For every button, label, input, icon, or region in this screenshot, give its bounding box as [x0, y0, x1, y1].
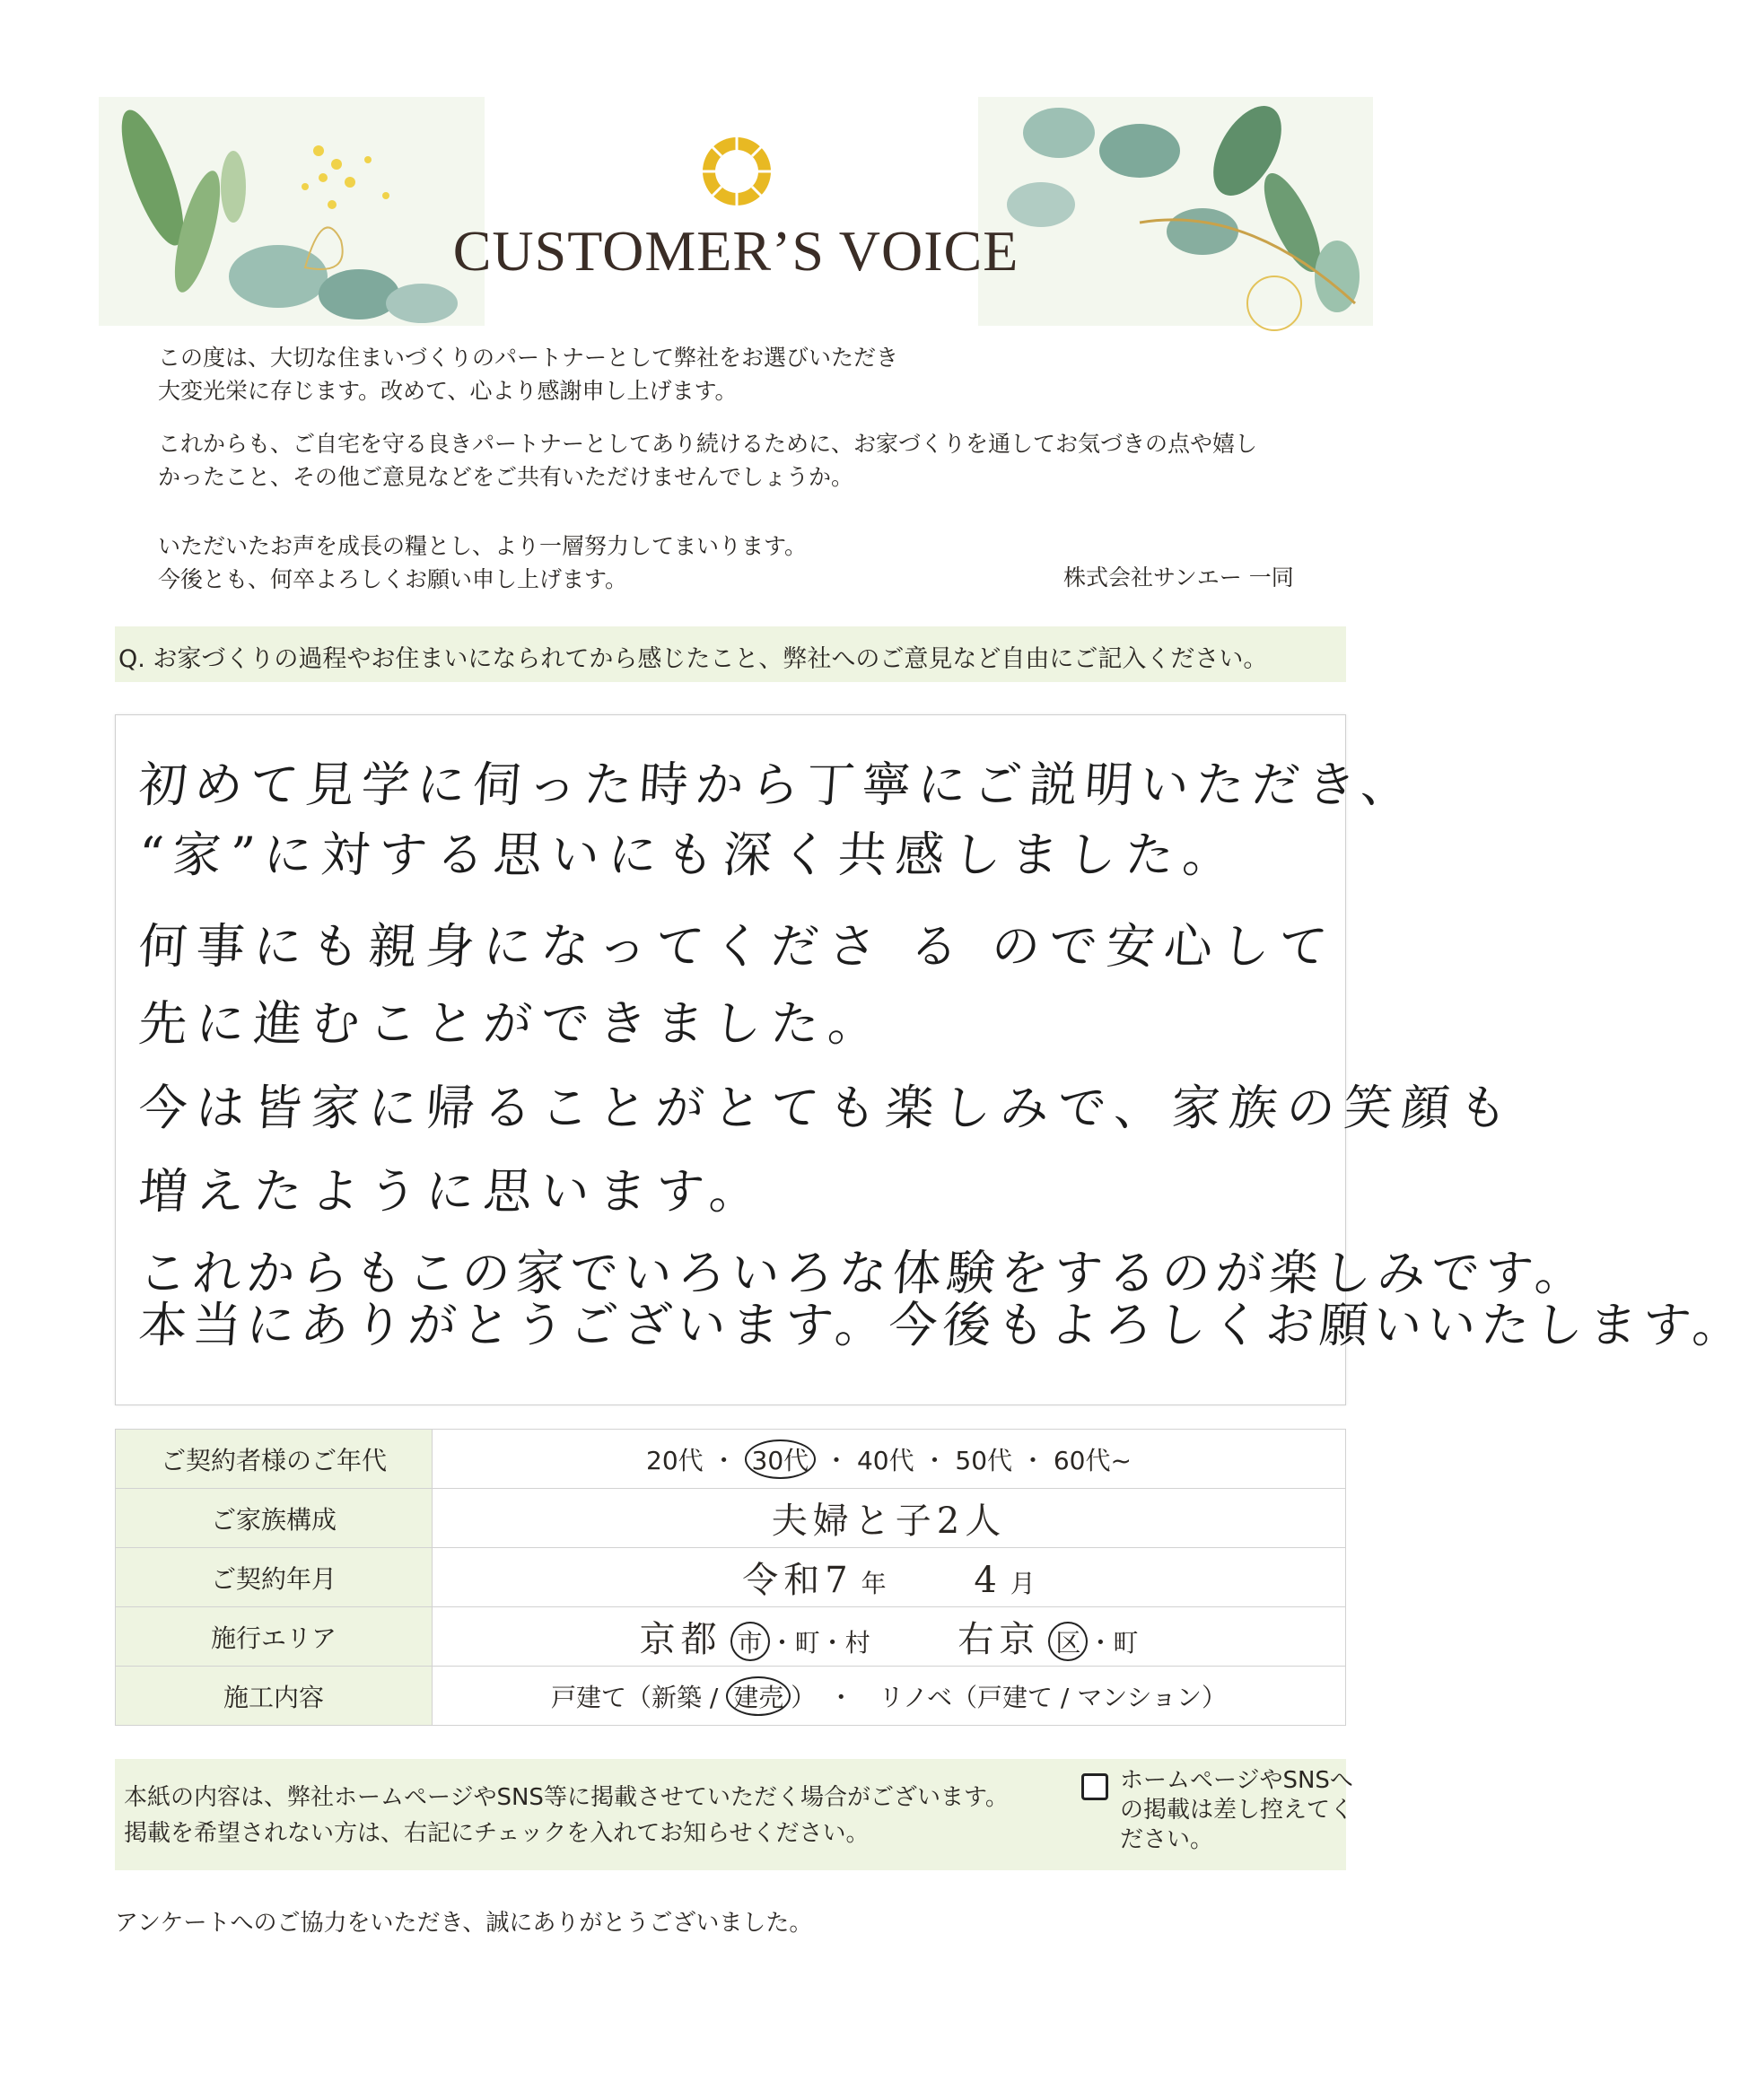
question-text: Q. お家づくりの過程やお住まいになられてから感じたこと、弊社へのご意見など自由にご記入ください。 [118, 645, 1268, 673]
table-row [116, 1430, 1346, 1489]
intro-paragraph-2: これからも、ご自宅を守る良きパートナーとしてあり続けるために、お家づくりを通してお気づきの点や嬉し かったこと、その他ご意見などをご共有いただけませんでしょうか。 [158, 431, 1258, 490]
contract-date-value [433, 1548, 1346, 1607]
ward-option: 町 [1113, 1628, 1139, 1658]
page-title: CUSTOMER’S VOICE [452, 219, 1019, 283]
city-option: 町 [794, 1628, 820, 1658]
ward-option-selected: 区 [1048, 1622, 1088, 1661]
age-option: 20代 [646, 1445, 704, 1475]
notice-text: 本紙の内容は、弊社ホームページやSNS等に掲載させていただく場合がございます。 掲載を希望されない方は、右記にチェックを入れてお知らせください。 [124, 1784, 1009, 1847]
answer-line: 何事にも親身になってくださ る ので安心して [136, 918, 1339, 975]
city-option: 村 [844, 1628, 870, 1658]
answer-line: 今は皆家に帰ることがとても楽しみで、家族の笑顔も [136, 1080, 1518, 1136]
construction-prefix: 戸建て（新築 / [550, 1682, 727, 1712]
customer-info-table [115, 1429, 1346, 1726]
answer-line: 初めて見学に伺った時から丁寧にご説明いただき、 [136, 757, 1419, 813]
construction-option-selected: 建売 [726, 1676, 791, 1716]
intro-paragraph-3: いただいたお声を成長の糧とし、より一層努力してまいります。 今後とも、何卒よろしくお願い申し上げます。 [158, 533, 808, 592]
leaves-left-illustration [99, 97, 485, 326]
answer-line: “家”に対する思いにも深く共感しました。 [136, 827, 1243, 883]
contract-month: 4 [974, 1560, 1002, 1601]
table-row [116, 1548, 1346, 1607]
opt-out-checkbox[interactable] [1081, 1773, 1108, 1800]
table-row [116, 1489, 1346, 1548]
thanks-text: アンケートへのご協力をいただき、誠にありがとうございました。 [115, 1910, 813, 1937]
answer-line: 増えたように思います。 [136, 1163, 769, 1220]
construction-suffix: ） ・ リノベ（戸建て / マンション） [791, 1682, 1227, 1712]
table-row [116, 1607, 1346, 1667]
age-option: 60代~ [1053, 1445, 1132, 1475]
age-option-selected: 30代 [745, 1439, 817, 1479]
row-label-construction: 施工内容 [116, 1667, 433, 1726]
construction-value [433, 1667, 1346, 1726]
row-label-family: ご家族構成 [116, 1489, 433, 1548]
month-unit: 月 [1010, 1569, 1036, 1598]
area-city: 京都 [639, 1619, 722, 1660]
contract-era: 令和7 [742, 1560, 853, 1601]
row-label-area: 施行エリア [116, 1607, 433, 1667]
leaves-right-illustration [978, 97, 1373, 326]
table-row [116, 1667, 1346, 1726]
city-option-selected: 市 [730, 1622, 770, 1661]
area-value: 京都 市 ・町・村 右京 区 ・町 [433, 1607, 1346, 1667]
answer-line: これからもこの家でいろいろな体験をするのが楽しみです。 [136, 1245, 1591, 1301]
family-value-text: 夫婦と子2人 [771, 1501, 1007, 1542]
year-unit: 年 [861, 1569, 887, 1598]
sun-logo-icon [696, 131, 777, 212]
age-options: 20代 ・ 30代 ・ 40代 ・ 50代 ・ 60代~ [433, 1430, 1346, 1489]
header [99, 97, 1373, 326]
row-label-contract-date: ご契約年月 [116, 1548, 433, 1607]
age-option: 50代 [955, 1445, 1013, 1475]
intro-paragraph-1: この度は、大切な住まいづくりのパートナーとして弊社をお選びいただき 大変光栄に存じます。改めて、心より感謝申し上げます。 [158, 345, 899, 404]
opt-out-label: ホームページやSNSへ の掲載は差し控えてく ださい。 [1120, 1767, 1354, 1853]
row-label-age: ご契約者様のご年代 [116, 1430, 433, 1489]
answer-line: 本当にありがとうございます。今後もよろしくお願いいたします。 [136, 1297, 1749, 1353]
area-ward: 右京 [958, 1619, 1041, 1660]
family-value [433, 1489, 1346, 1548]
company-signature: 株式会社サンエー 一同 [1063, 564, 1294, 591]
answer-line: 先に進むことができました。 [136, 995, 888, 1052]
age-option: 40代 [856, 1445, 914, 1475]
